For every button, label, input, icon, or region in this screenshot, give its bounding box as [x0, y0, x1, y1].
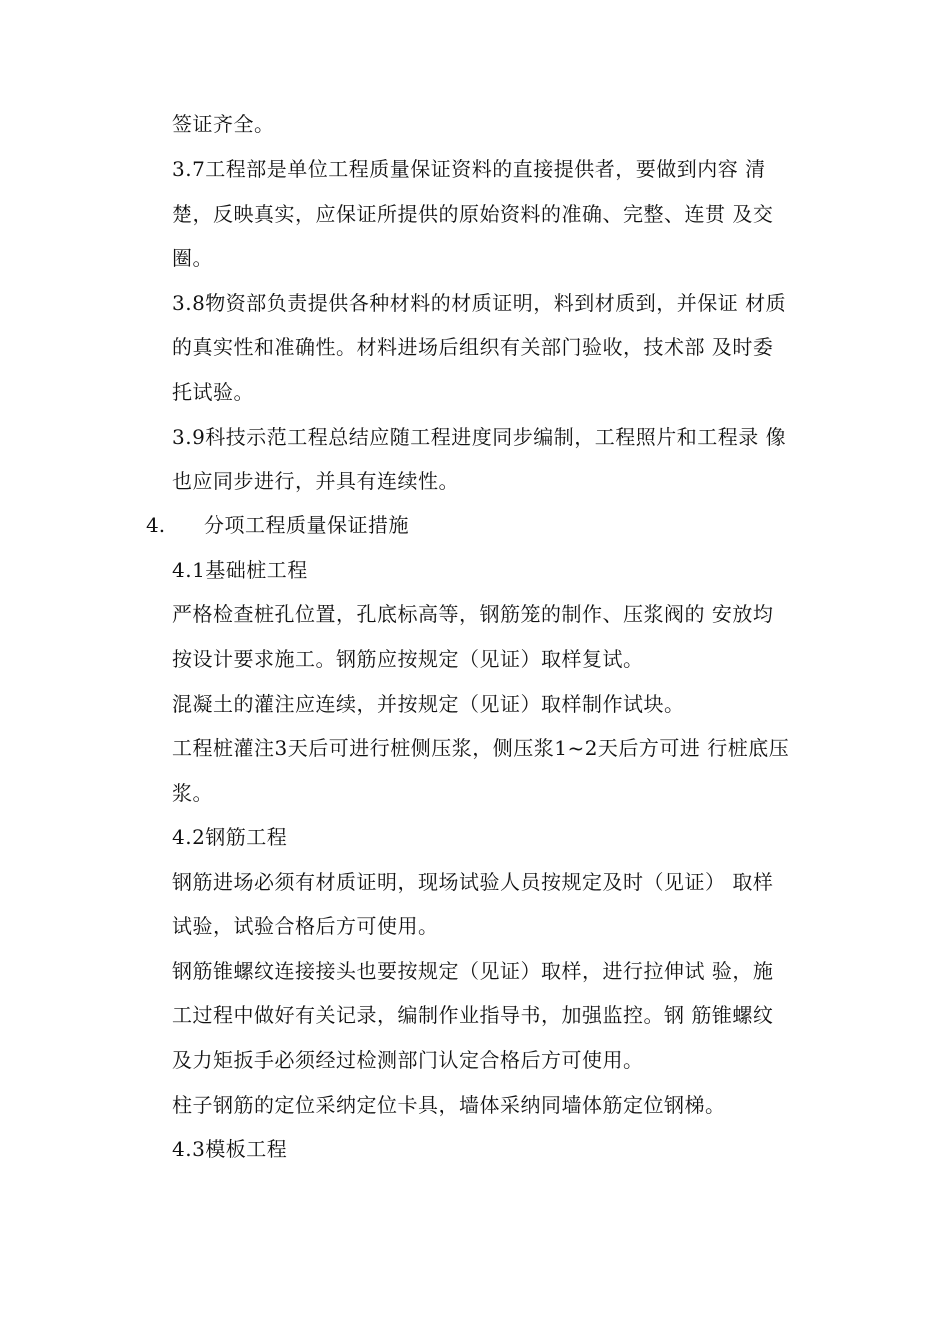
text-line: 也应同步进行，并具有连续性。 — [172, 469, 459, 493]
text-line: 及力矩扳手必须经过检测部门认定合格后方可使用。 — [172, 1048, 644, 1072]
text-line: 严格检查桩孔位置，孔底标高等，钢筋笼的制作、压浆阀的 安放均 — [172, 602, 774, 626]
text-line: 3.9科技示范工程总结应随工程进度同步编制，工程照片和工程录 像 — [172, 425, 787, 449]
text-line: 钢筋进场必须有材质证明，现场试验人员按规定及时（见证） 取样 — [172, 870, 774, 894]
text-line: 钢筋锥螺纹连接接头也要按规定（见证）取样，进行拉伸试 验，施 — [172, 959, 774, 983]
text-line: 的真实性和准确性。材料进场后组织有关部门验收，技术部 及时委 — [172, 335, 774, 359]
text-line: 柱子钢筋的定位采纳定位卡具，墙体采纳同墙体筋定位钢梯。 — [172, 1093, 726, 1117]
text-line: 3.8物资部负责提供各种材料的材质证明，料到材质到，并保证 材质 — [172, 291, 787, 315]
text-line: 按设计要求施工。钢筋应按规定（见证）取样复试。 — [172, 647, 644, 671]
subsection-heading: 4.2钢筋工程 — [172, 825, 288, 849]
text-line: 工程桩灌注3天后可进行桩侧压浆，侧压浆1~2天后方可进 行桩底压 — [172, 736, 790, 760]
subsection-heading: 4.3模板工程 — [172, 1137, 288, 1161]
text-line: 托试验。 — [172, 380, 254, 404]
text-line: 试验，试验合格后方可使用。 — [172, 914, 439, 938]
text-line: 圈。 — [172, 246, 213, 270]
text-line: 3.7工程部是单位工程质量保证资料的直接提供者，要做到内容 清 — [172, 157, 766, 181]
section-heading: 分项工程质量保证措施 — [204, 513, 409, 537]
text-line: 签证齐全。 — [172, 112, 275, 136]
text-line: 工过程中做好有关记录，编制作业指导书，加强监控。钢 筋锥螺纹 — [172, 1003, 774, 1027]
subsection-heading: 4.1基础桩工程 — [172, 558, 308, 582]
text-line: 浆。 — [172, 781, 213, 805]
section-number: 4. — [146, 513, 166, 537]
text-line: 楚，反映真实，应保证所提供的原始资料的准确、完整、连贯 及交 — [172, 202, 774, 226]
text-line: 混凝土的灌注应连续，并按规定（见证）取样制作试块。 — [172, 692, 685, 716]
